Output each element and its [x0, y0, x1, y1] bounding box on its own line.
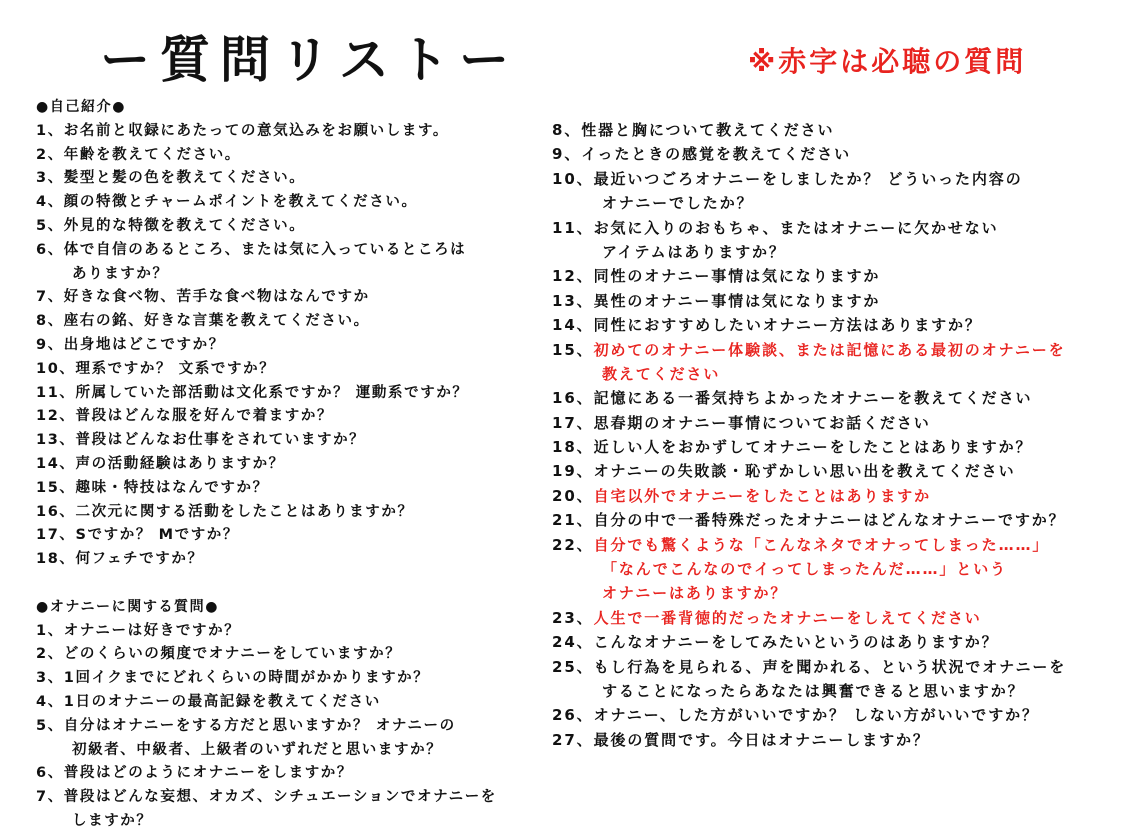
- question-line: [552, 289, 1118, 313]
- question-text: 最近いつごろオナニーをしましたか？ どういった内容の: [593, 169, 1023, 188]
- question-text: 自分でも驚くような「こんなネタでオナってしまった……」: [593, 535, 1050, 554]
- question-line: 17、Sですか？ Mですか？: [36, 527, 239, 544]
- question-text: オナニーはありますか？: [602, 584, 788, 603]
- question-line: [552, 338, 1118, 362]
- question-line: 7、普段はどんな妄想、オカズ、シチュエーションでオナニーを: [36, 789, 497, 806]
- question-text: 「なんでこんなのでイってしまったんだ……」という: [602, 560, 1008, 579]
- question-number: 9、: [552, 145, 582, 164]
- question-line: [552, 703, 1118, 727]
- question-line: [552, 313, 1118, 337]
- question-line-continued: [552, 240, 1118, 264]
- question-number: 23、: [552, 608, 594, 627]
- question-text: アイテムはありますか？: [602, 242, 786, 261]
- question-line-continued: [552, 362, 1118, 386]
- question-text: こんなオナニーをしてみたいというのはありますか？: [593, 633, 999, 652]
- question-line: 5、自分はオナニーをする方だと思いますか？ オナニーの: [36, 717, 456, 734]
- question-line: 1、お名前と収録にあたっての意気込みをお願いします。: [36, 122, 450, 139]
- question-line: [552, 264, 1118, 288]
- left-column: [36, 96, 516, 834]
- question-line: [552, 630, 1118, 654]
- question-text: 自分の中で一番特殊だったオナニーはどんなオナニーですか？: [593, 511, 1066, 530]
- question-text: 異性のオナニー事情は気になりますか: [593, 291, 881, 310]
- section-heading-masturbation: ●オナニーに関する質問●: [36, 598, 220, 615]
- question-number: 21、: [552, 511, 594, 530]
- question-line-continued: しますか？: [72, 812, 153, 829]
- question-line: [552, 435, 1118, 459]
- question-line: 15、趣味・特技はなんですか？: [36, 479, 269, 496]
- question-line-continued: 初級者、中級者、上級者のいずれだと思いますか？: [72, 741, 443, 758]
- question-line: 6、普段はどのようにオナニーをしますか？: [36, 765, 354, 782]
- question-text: もし行為を見られる、声を聞かれる、という状況でオナニーを: [593, 657, 1067, 676]
- question-text: オナニー、した方がいいですか？ しない方がいいですか？: [593, 706, 1039, 725]
- question-number: 16、: [552, 389, 594, 408]
- question-line: 12、普段はどんな服を好んで着ますか？: [36, 408, 334, 425]
- question-line: [552, 484, 1118, 508]
- question-number: 19、: [552, 462, 594, 481]
- question-number: 11、: [552, 218, 594, 237]
- question-text: 近しい人をおかずしてオナニーをしたことはありますか？: [593, 438, 1033, 457]
- question-line: 16、二次元に関する活動をしたことはありますか？: [36, 503, 414, 520]
- question-line: [552, 216, 1118, 240]
- question-line: 1、オナニーは好きですか？: [36, 622, 241, 639]
- section-gap: [36, 572, 516, 596]
- question-line: 14、声の活動経験はありますか？: [36, 455, 285, 472]
- question-line: 8、座右の銘、好きな言葉を教えてください。: [36, 313, 370, 330]
- question-number: 20、: [552, 486, 594, 505]
- question-number: 18、: [552, 438, 594, 457]
- question-line: [552, 386, 1118, 410]
- question-line: 3、髪型と髪の色を教えてください。: [36, 170, 306, 187]
- question-line: 2、年齢を教えてください。: [36, 146, 241, 163]
- question-text: 同性のオナニー事情は気になりますか: [593, 267, 881, 286]
- question-number: 25、: [552, 657, 594, 676]
- question-text: イったときの感覚を教えてください: [581, 145, 852, 164]
- question-number: 22、: [552, 535, 594, 554]
- question-line: [552, 533, 1118, 557]
- question-line: 7、好きな食べ物、苦手な食べ物はなんですか: [36, 289, 370, 306]
- question-number: 14、: [552, 316, 594, 335]
- question-line-continued: [552, 557, 1118, 581]
- question-line: [552, 606, 1118, 630]
- question-text: 初めてのオナニー体験談、または記憶にある最初のオナニーを: [593, 340, 1066, 359]
- section-heading-self-intro: ●自己紹介●: [36, 99, 127, 115]
- question-text: オナニーでしたか？: [602, 194, 754, 213]
- question-line: 11、所属していた部活動は文化系ですか？ 運動系ですか？: [36, 384, 469, 401]
- question-line: [552, 411, 1118, 435]
- question-number: 24、: [552, 633, 594, 652]
- question-line-continued: [552, 581, 1118, 605]
- question-text: オナニーの失敗談・恥ずかしい思い出を教えてください: [593, 462, 1016, 481]
- right-column: [552, 118, 1118, 752]
- question-number: 17、: [552, 413, 594, 432]
- page-title: ー質問リストー: [100, 31, 519, 89]
- masturbation-question-list: [36, 620, 516, 834]
- question-line: [552, 167, 1118, 191]
- question-line: [552, 459, 1118, 483]
- question-line: 9、出身地はどこですか？: [36, 336, 225, 353]
- question-line: 3、1回イクまでにどれくらいの時間がかかりますか？: [36, 670, 430, 687]
- question-text: 性器と胸について教えてください: [581, 121, 835, 139]
- question-line: 6、体で自信のあるところ、または気に入っているところは: [36, 241, 467, 258]
- question-number: 13、: [552, 291, 594, 310]
- question-line-continued: [552, 679, 1118, 703]
- question-line: [552, 118, 1118, 142]
- question-line: 18、何フェチですか？: [36, 551, 204, 568]
- question-number: 12、: [552, 267, 594, 286]
- question-text: 自宅以外でオナニーをしたことはありますか: [593, 486, 931, 505]
- question-text: 教えてください: [602, 364, 721, 383]
- self-intro-question-list: [36, 120, 516, 572]
- question-line-continued: ありますか？: [72, 265, 169, 282]
- question-text: することになったらあなたは興奮できると思いますか？: [602, 681, 1025, 700]
- question-number: 8、: [552, 121, 582, 139]
- question-line: 4、1日のオナニーの最高記録を教えてください: [36, 693, 381, 710]
- question-line: [552, 508, 1118, 532]
- question-number: 26、: [552, 706, 594, 725]
- question-line-continued: [552, 191, 1118, 215]
- question-line: 13、普段はどんなお仕事をされていますか？: [36, 432, 366, 449]
- question-line: [552, 142, 1118, 166]
- question-text: お気に入りのおもちゃ、またはオナニーに欠かせない: [593, 218, 999, 237]
- question-line: 2、どのくらいの頻度でオナニーをしていますか？: [36, 646, 402, 663]
- question-text: 記憶にある一番気持ちよかったオナニーを教えてください: [593, 389, 1033, 408]
- question-text: 思春期のオナニー事情についてお話ください: [593, 413, 931, 432]
- question-text: 最後の質問です。今日はオナニーしますか？: [593, 730, 930, 749]
- red-text-note: ※赤字は必聴の質問: [748, 45, 1027, 78]
- question-number: 15、: [552, 340, 594, 359]
- question-line: [552, 728, 1118, 752]
- question-line: 4、顔の特徴とチャームポイントを教えてください。: [36, 194, 418, 211]
- question-text: 人生で一番背徳的だったオナニーをしえてください: [593, 608, 982, 627]
- question-line: 5、外見的な特徴を教えてください。: [36, 217, 306, 234]
- question-number: 10、: [552, 169, 594, 188]
- question-text: 同性におすすめしたいオナニー方法はありますか？: [593, 316, 982, 335]
- question-line: 10、理系ですか？ 文系ですか？: [36, 360, 276, 377]
- question-line: [552, 655, 1118, 679]
- question-number: 27、: [552, 730, 594, 749]
